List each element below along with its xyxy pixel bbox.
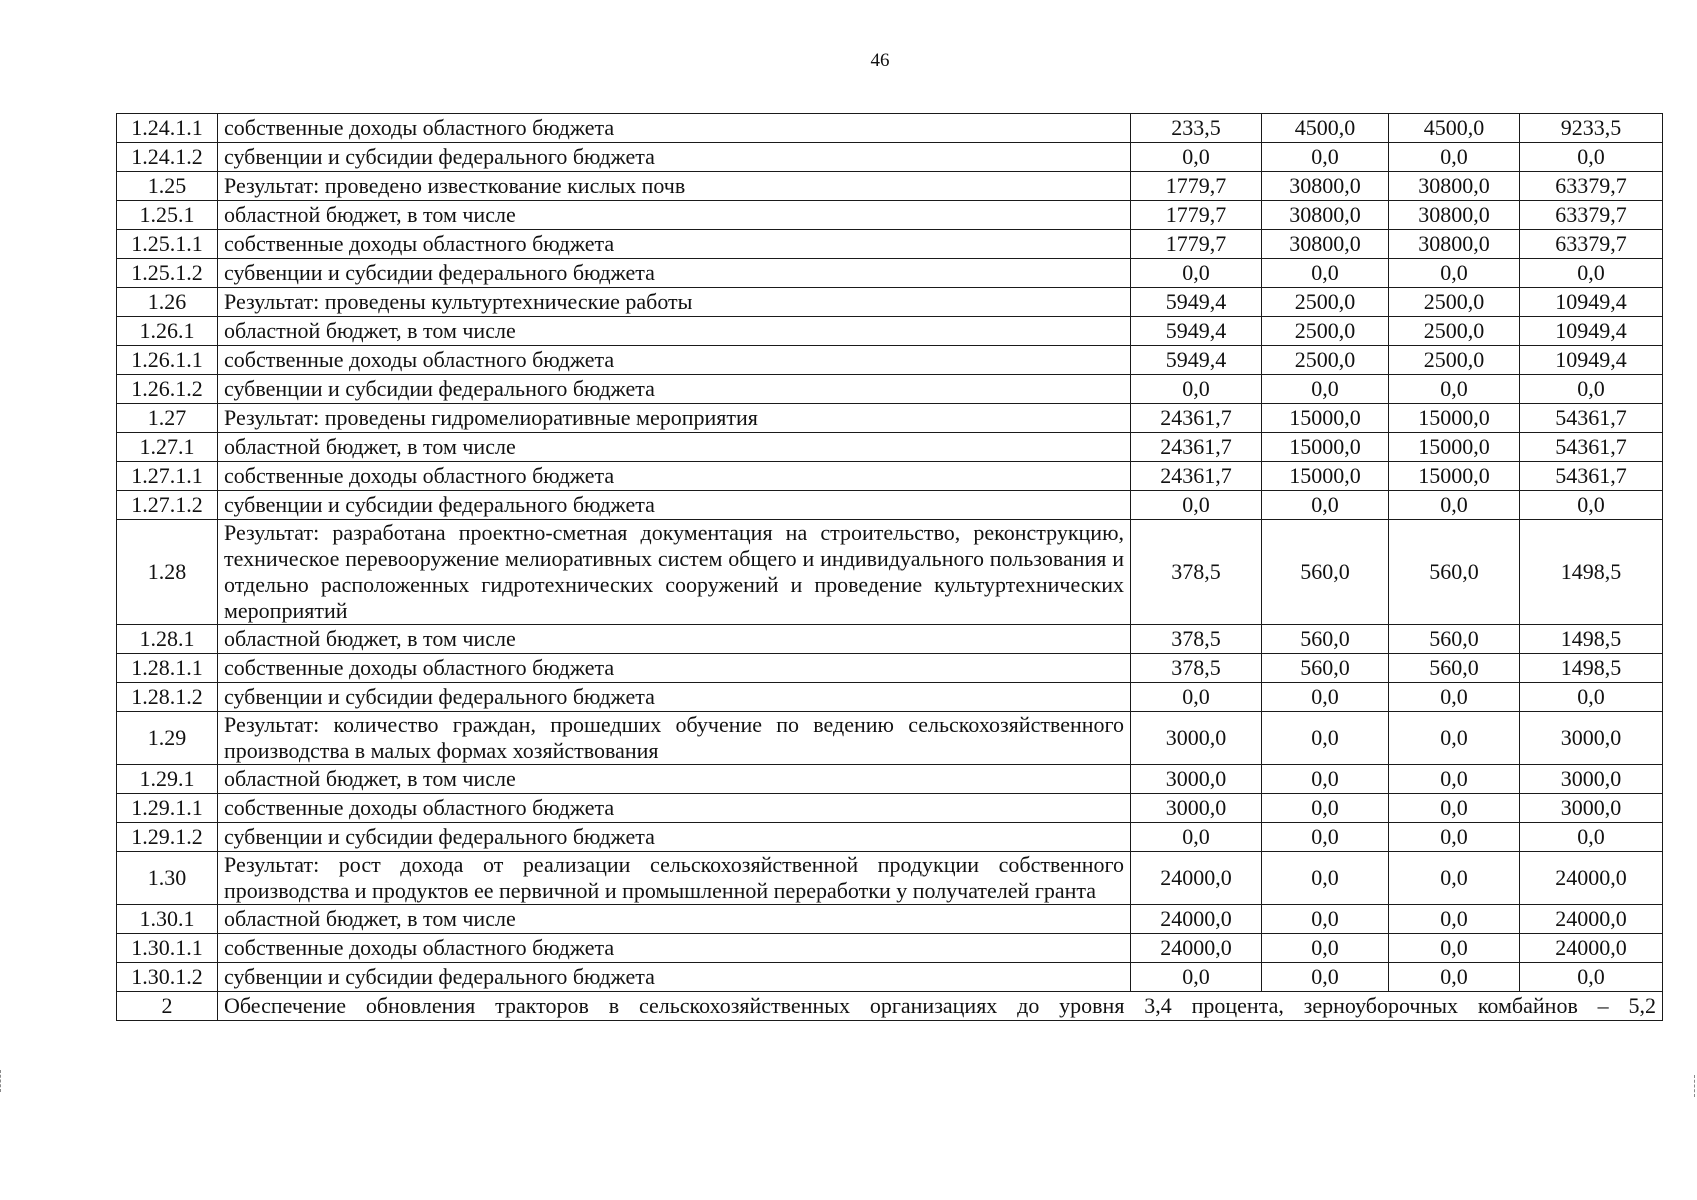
value-total: 0,0	[1520, 143, 1663, 172]
row-code: 1.30.1.2	[117, 963, 218, 992]
value-col-2: 560,0	[1262, 625, 1389, 654]
row-code: 1.27.1.1	[117, 462, 218, 491]
page-number: 46	[870, 50, 890, 71]
table-row	[117, 346, 1663, 375]
row-description: областной бюджет, в том числе	[218, 201, 1131, 230]
value-col-2: 0,0	[1262, 934, 1389, 963]
row-description: субвенции и субсидии федерального бюджета	[218, 259, 1131, 288]
row-description: субвенции и субсидии федерального бюджета	[218, 683, 1131, 712]
row-description: Результат: проведено известкование кислых почв	[218, 172, 1131, 201]
value-col-2: 560,0	[1262, 654, 1389, 683]
value-col-2: 30800,0	[1262, 230, 1389, 259]
table-row	[117, 823, 1663, 852]
value-col-1: 233,5	[1131, 114, 1262, 143]
row-code: 1.28.1.1	[117, 654, 218, 683]
row-description: субвенции и субсидии федерального бюджета	[218, 823, 1131, 852]
value-col-2: 4500,0	[1262, 114, 1389, 143]
value-total: 1498,5	[1520, 654, 1663, 683]
value-total: 3000,0	[1520, 794, 1663, 823]
value-total: 0,0	[1520, 491, 1663, 520]
value-total: 0,0	[1520, 823, 1663, 852]
table-row	[117, 683, 1663, 712]
row-description: областной бюджет, в том числе	[218, 905, 1131, 934]
table-row	[117, 114, 1663, 143]
value-col-2: 0,0	[1262, 852, 1389, 905]
value-col-3: 2500,0	[1389, 317, 1520, 346]
value-col-1: 5949,4	[1131, 288, 1262, 317]
value-col-2: 2500,0	[1262, 288, 1389, 317]
row-description: собственные доходы областного бюджета	[218, 462, 1131, 491]
table-row	[117, 462, 1663, 491]
value-col-2: 0,0	[1262, 683, 1389, 712]
value-col-3: 2500,0	[1389, 288, 1520, 317]
value-col-2: 0,0	[1262, 963, 1389, 992]
value-col-2: 560,0	[1262, 520, 1389, 625]
row-code: 1.30.1.1	[117, 934, 218, 963]
row-code: 1.26.1.2	[117, 375, 218, 404]
value-total: 63379,7	[1520, 201, 1663, 230]
value-total: 1498,5	[1520, 520, 1663, 625]
value-col-2: 15000,0	[1262, 433, 1389, 462]
value-col-1: 0,0	[1131, 491, 1262, 520]
row-code: 1.26.1	[117, 317, 218, 346]
row-description: собственные доходы областного бюджета	[218, 794, 1131, 823]
value-col-1: 3000,0	[1131, 765, 1262, 794]
value-col-3: 0,0	[1389, 765, 1520, 794]
table-row	[117, 404, 1663, 433]
value-col-2: 15000,0	[1262, 462, 1389, 491]
value-col-3: 30800,0	[1389, 230, 1520, 259]
row-code: 1.27	[117, 404, 218, 433]
value-col-1: 24361,7	[1131, 404, 1262, 433]
value-col-3: 0,0	[1389, 375, 1520, 404]
value-col-1: 1779,7	[1131, 201, 1262, 230]
table-row	[117, 259, 1663, 288]
value-col-1: 3000,0	[1131, 794, 1262, 823]
table-row	[117, 852, 1663, 905]
row-code: 1.25	[117, 172, 218, 201]
value-col-1: 24000,0	[1131, 934, 1262, 963]
value-col-1: 0,0	[1131, 259, 1262, 288]
value-col-3: 0,0	[1389, 794, 1520, 823]
value-col-1: 378,5	[1131, 654, 1262, 683]
row-code: 1.27.1	[117, 433, 218, 462]
row-code: 1.29.1.2	[117, 823, 218, 852]
value-col-2: 30800,0	[1262, 201, 1389, 230]
row-code: 1.29.1.1	[117, 794, 218, 823]
value-total: 0,0	[1520, 963, 1663, 992]
value-total: 0,0	[1520, 375, 1663, 404]
value-col-1: 0,0	[1131, 375, 1262, 404]
value-col-1: 1779,7	[1131, 172, 1262, 201]
value-col-1: 24000,0	[1131, 852, 1262, 905]
row-description: субвенции и субсидии федерального бюджета	[218, 143, 1131, 172]
table-row	[117, 625, 1663, 654]
table-row	[117, 375, 1663, 404]
table-row	[117, 143, 1663, 172]
row-code: 1.24.1.1	[117, 114, 218, 143]
value-total: 63379,7	[1520, 172, 1663, 201]
value-col-3: 0,0	[1389, 963, 1520, 992]
row-description: Результат: рост дохода от реализации сельскохозяйственной продукции собственного производства и продуктов ее первичной и промышленной переработки у получателей гранта	[218, 852, 1131, 905]
value-col-2: 2500,0	[1262, 346, 1389, 375]
value-col-3: 30800,0	[1389, 201, 1520, 230]
value-col-3: 0,0	[1389, 259, 1520, 288]
row-description: Результат: проведены гидромелиоративные мероприятия	[218, 404, 1131, 433]
value-total: 54361,7	[1520, 462, 1663, 491]
row-description: субвенции и субсидии федерального бюджета	[218, 491, 1131, 520]
value-col-3: 0,0	[1389, 905, 1520, 934]
value-col-2: 0,0	[1262, 905, 1389, 934]
value-total: 0,0	[1520, 259, 1663, 288]
row-code: 1.26.1.1	[117, 346, 218, 375]
table-row	[117, 963, 1663, 992]
value-total: 24000,0	[1520, 934, 1663, 963]
table-row	[117, 288, 1663, 317]
value-col-2: 0,0	[1262, 712, 1389, 765]
table-row	[117, 765, 1663, 794]
value-col-3: 0,0	[1389, 491, 1520, 520]
value-col-1: 3000,0	[1131, 712, 1262, 765]
row-code: 1.28	[117, 520, 218, 625]
table-row	[117, 317, 1663, 346]
value-col-1: 24000,0	[1131, 905, 1262, 934]
value-col-3: 15000,0	[1389, 462, 1520, 491]
value-total: 24000,0	[1520, 905, 1663, 934]
row-description: областной бюджет, в том числе	[218, 625, 1131, 654]
row-code: 1.29	[117, 712, 218, 765]
value-col-1: 0,0	[1131, 963, 1262, 992]
row-code: 1.28.1.2	[117, 683, 218, 712]
table-body	[117, 114, 1663, 1021]
row-description: Результат: количество граждан, прошедших обучение по ведению сельскохозяйственного производства в малых формах хозяйствования	[218, 712, 1131, 765]
value-col-2: 0,0	[1262, 375, 1389, 404]
value-col-3: 0,0	[1389, 712, 1520, 765]
row-description: областной бюджет, в том числе	[218, 317, 1131, 346]
value-total: 54361,7	[1520, 404, 1663, 433]
value-col-3: 15000,0	[1389, 433, 1520, 462]
row-description: областной бюджет, в том числе	[218, 765, 1131, 794]
table-row	[117, 794, 1663, 823]
value-col-2: 0,0	[1262, 491, 1389, 520]
value-col-3: 0,0	[1389, 683, 1520, 712]
value-col-2: 0,0	[1262, 794, 1389, 823]
table-row-section	[117, 992, 1663, 1021]
scan-edge-mark-right	[1694, 1075, 1695, 1097]
table-row	[117, 654, 1663, 683]
budget-table	[116, 113, 1663, 1021]
table-row	[117, 433, 1663, 462]
scan-edge-mark-left	[0, 1070, 1, 1092]
value-total: 9233,5	[1520, 114, 1663, 143]
value-total: 0,0	[1520, 683, 1663, 712]
value-total: 10949,4	[1520, 288, 1663, 317]
value-col-2: 0,0	[1262, 823, 1389, 852]
row-code: 1.25.1.2	[117, 259, 218, 288]
value-col-3: 560,0	[1389, 654, 1520, 683]
value-col-1: 1779,7	[1131, 230, 1262, 259]
row-code: 2	[117, 992, 218, 1021]
table-row	[117, 712, 1663, 765]
value-col-1: 5949,4	[1131, 317, 1262, 346]
row-description: Результат: разработана проектно-сметная документация на строительство, реконструкцию, техническое перевооружение мелиоративных систем общего и индивидуального пользования и отдельно расположенных гидротехнических сооружений и проведение культуртехнических мероприятий	[218, 520, 1131, 625]
table-row	[117, 905, 1663, 934]
row-code: 1.30.1	[117, 905, 218, 934]
value-total: 10949,4	[1520, 346, 1663, 375]
row-code: 1.27.1.2	[117, 491, 218, 520]
table-row	[117, 491, 1663, 520]
value-col-3: 0,0	[1389, 143, 1520, 172]
row-description: собственные доходы областного бюджета	[218, 346, 1131, 375]
row-description: областной бюджет, в том числе	[218, 433, 1131, 462]
table-row	[117, 934, 1663, 963]
table-row	[117, 201, 1663, 230]
value-col-1: 24361,7	[1131, 433, 1262, 462]
value-total: 3000,0	[1520, 712, 1663, 765]
value-col-3: 0,0	[1389, 934, 1520, 963]
row-description: собственные доходы областного бюджета	[218, 230, 1131, 259]
row-code: 1.26	[117, 288, 218, 317]
row-code: 1.29.1	[117, 765, 218, 794]
value-col-1: 378,5	[1131, 625, 1262, 654]
row-description: собственные доходы областного бюджета	[218, 934, 1131, 963]
section-description: Обеспечение обновления тракторов в сельскохозяйственных организациях до уровня 3,4 процента, зерноуборочных комбайнов – 5,2	[218, 992, 1663, 1021]
value-col-3: 30800,0	[1389, 172, 1520, 201]
value-col-3: 4500,0	[1389, 114, 1520, 143]
row-code: 1.25.1	[117, 201, 218, 230]
table-row	[117, 172, 1663, 201]
value-col-1: 0,0	[1131, 823, 1262, 852]
value-col-3: 0,0	[1389, 823, 1520, 852]
value-total: 24000,0	[1520, 852, 1663, 905]
value-col-2: 2500,0	[1262, 317, 1389, 346]
value-col-3: 15000,0	[1389, 404, 1520, 433]
table-row	[117, 230, 1663, 259]
value-total: 3000,0	[1520, 765, 1663, 794]
row-description: собственные доходы областного бюджета	[218, 654, 1131, 683]
value-col-2: 0,0	[1262, 259, 1389, 288]
row-code: 1.28.1	[117, 625, 218, 654]
table-row	[117, 520, 1663, 625]
row-description: Результат: проведены культуртехнические работы	[218, 288, 1131, 317]
row-code: 1.24.1.2	[117, 143, 218, 172]
row-code: 1.25.1.1	[117, 230, 218, 259]
value-col-1: 0,0	[1131, 143, 1262, 172]
value-col-1: 378,5	[1131, 520, 1262, 625]
row-description: собственные доходы областного бюджета	[218, 114, 1131, 143]
value-col-3: 0,0	[1389, 852, 1520, 905]
row-description: субвенции и субсидии федерального бюджета	[218, 375, 1131, 404]
row-code: 1.30	[117, 852, 218, 905]
value-total: 54361,7	[1520, 433, 1663, 462]
value-col-3: 560,0	[1389, 625, 1520, 654]
value-col-3: 2500,0	[1389, 346, 1520, 375]
value-total: 63379,7	[1520, 230, 1663, 259]
value-col-1: 24361,7	[1131, 462, 1262, 491]
value-total: 10949,4	[1520, 317, 1663, 346]
value-col-1: 5949,4	[1131, 346, 1262, 375]
value-col-2: 30800,0	[1262, 172, 1389, 201]
value-col-2: 0,0	[1262, 765, 1389, 794]
value-col-2: 0,0	[1262, 143, 1389, 172]
value-col-2: 15000,0	[1262, 404, 1389, 433]
value-col-1: 0,0	[1131, 683, 1262, 712]
value-col-3: 560,0	[1389, 520, 1520, 625]
value-total: 1498,5	[1520, 625, 1663, 654]
row-description: субвенции и субсидии федерального бюджета	[218, 963, 1131, 992]
